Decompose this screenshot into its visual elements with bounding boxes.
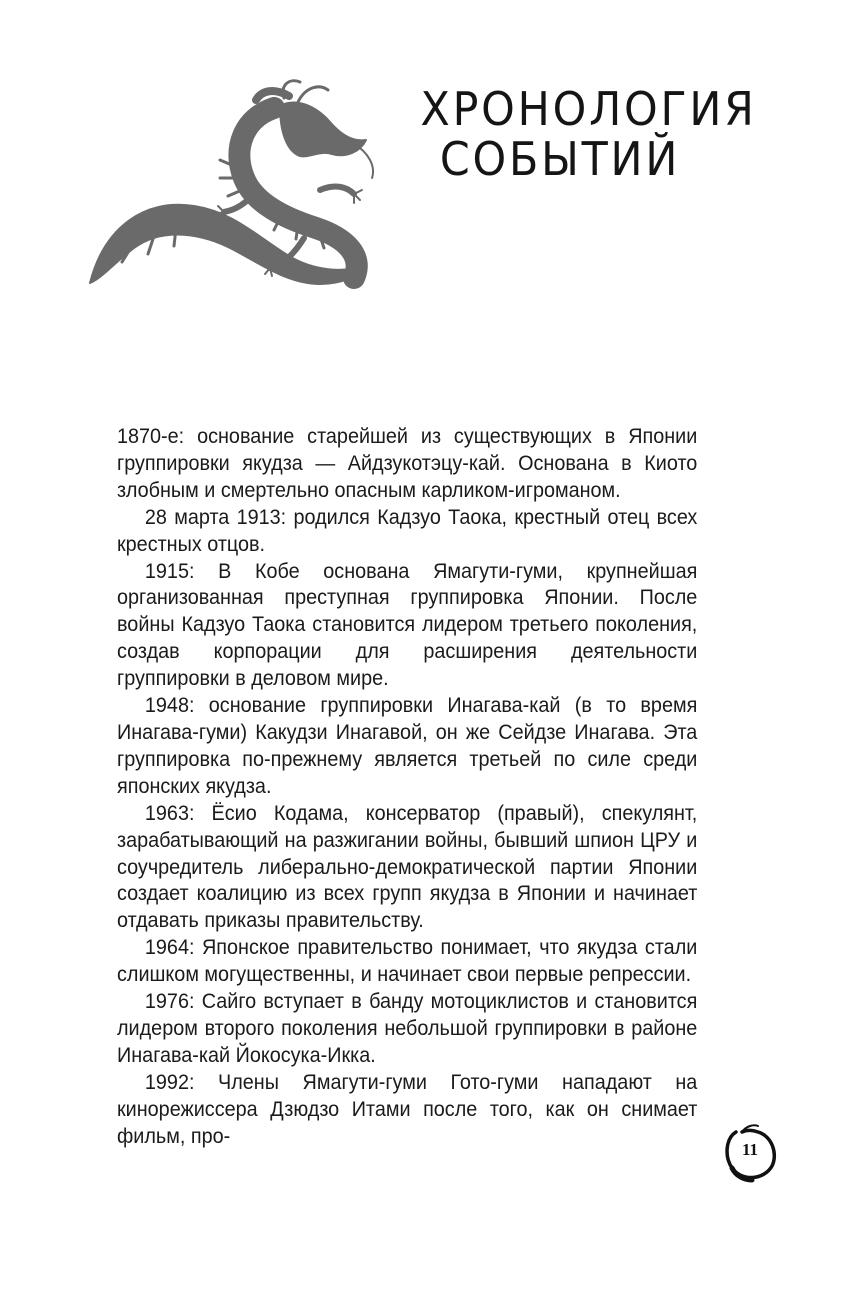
- page-title: [420, 82, 757, 186]
- page-number: 11: [741, 1140, 759, 1159]
- title-line-1: ХРОНОЛОГИЯ: [420, 82, 757, 136]
- page-number-badge: [722, 1122, 778, 1184]
- timeline-entry-1992: 1992: Члены Ямагути-гуми Гото-гуми нападают на кинорежиссера Дзюдзо Итами после того, как он снимает фильм, про-: [117, 1069, 698, 1148]
- title-line-2: СОБЫТИЙ: [439, 132, 681, 186]
- timeline-entry-1913: 28 марта 1913: родился Кадзуо Таока, крестный отец всех крестных отцов.: [117, 504, 698, 556]
- timeline-entry-1976: 1976: Сайго вступает в банду мотоциклистов и становится лидером второго поколения небольшой группировки в районе Инагава-кай Йокосука-Икка.: [117, 989, 698, 1067]
- dragon-icon: [84, 78, 382, 310]
- timeline-text: [117, 423, 697, 1149]
- timeline-entry-1964: 1964: Японское правительство понимает, что якудза стали слишком могущественны, и начинает свои первые репрессии.: [117, 935, 698, 987]
- timeline-entry-1915: 1915: В Кобе основана Ямагути-гуми, крупнейшая организованная преступная группировка Японии. После войны Кадзуо Таока становится лидером третьего поколения, создав корпорации для расширения деятельности группировки в деловом мире.: [117, 558, 698, 691]
- timeline-entry-1963: 1963: Ёсио Кодама, консерватор (правый), спекулянт, зарабатывающий на разжигании войны, бывший шпион ЦРУ и соучредитель либерально-демократической партии Японии создает коалицию из всех групп якудза в Японии и начинает отдавать приказы правительству.: [117, 800, 698, 933]
- timeline-entry-1948: 1948: основание группировки Инагава-кай (в то время Инагава-гуми) Какудзи Инагавой, он же Сейдзе Инагава. Эта группировка по-прежнему является третьей по силе среди японских якудза.: [117, 693, 698, 798]
- timeline-entry-1870: 1870-е: основание старейшей из существующих в Японии группировки якудза — Айдзукотэцу-кай. Основана в Киото злобным и смертельно опасным карликом-игроманом.: [117, 424, 698, 502]
